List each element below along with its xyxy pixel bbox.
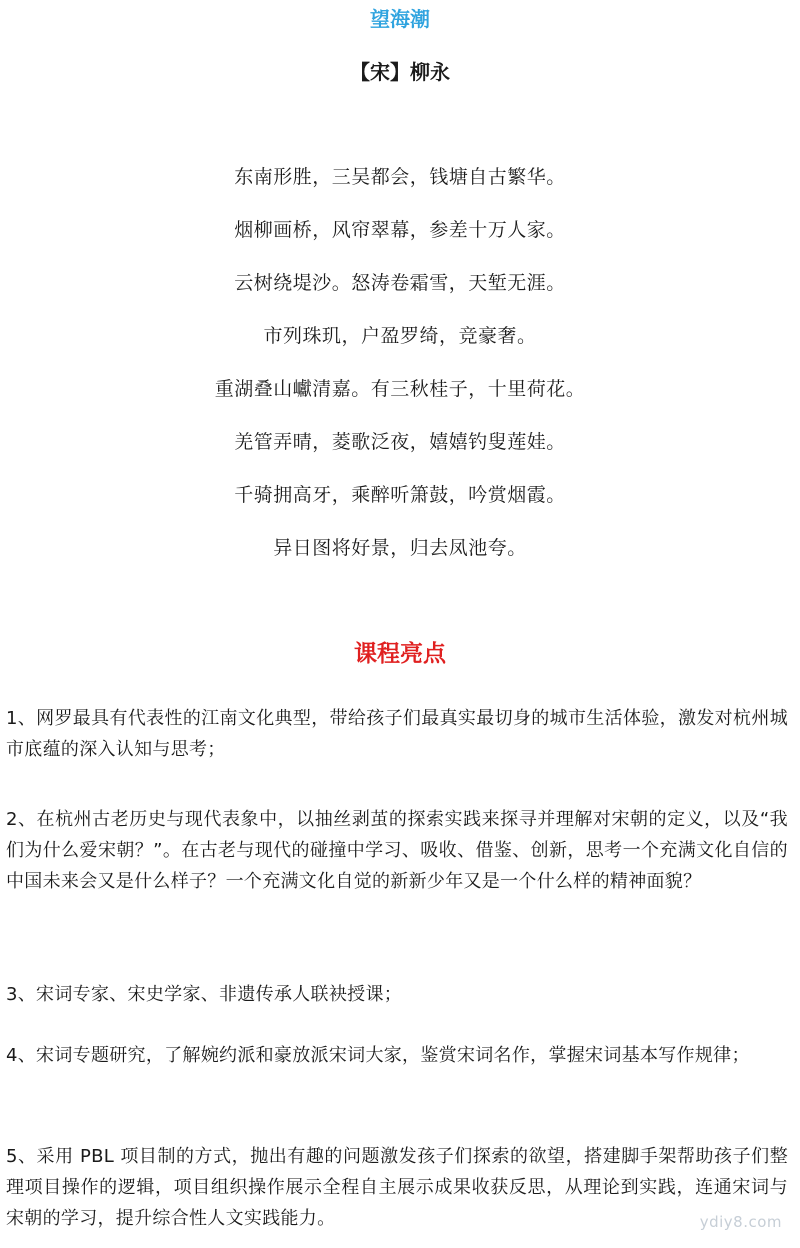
poem-line: 市列珠玑，户盈罗绮，竞豪奢。 — [263, 325, 537, 347]
highlight-item: 1、网罗最具有代表性的江南文化典型，带给孩子们最真实最切身的城市生活体验，激发对杭州城市底蕴的深入认知与思考； — [6, 708, 788, 760]
poem-author: 【宋】柳永 — [350, 60, 450, 84]
highlight-item: 4、宋词专题研究，了解婉约派和豪放派宋词大家，鉴赏宋词名作，掌握宋词基本写作规律； — [6, 1045, 750, 1066]
watermark: ydiy8.com — [699, 1213, 782, 1231]
highlight-item: 3、宋词专家、宋史学家、非遗传承人联袂授课； — [6, 984, 403, 1005]
poem-line: 烟柳画桥，风帘翠幕，参差十万人家。 — [234, 219, 566, 241]
poem-body — [0, 162, 800, 586]
poem-line: 羌管弄晴，菱歌泛夜，嬉嬉钓叟莲娃。 — [234, 431, 566, 453]
poem-line: 异日图将好景，归去凤池夸。 — [273, 537, 527, 559]
poem-line: 东南形胜，三吴都会，钱塘自古繁华。 — [234, 166, 566, 188]
poem-line: 云树绕堤沙。怒涛卷霜雪，天堑无涯。 — [234, 272, 566, 294]
highlight-item: 5、采用 PBL 项目制的方式，抛出有趣的问题激发孩子们探索的欲望，搭建脚手架帮助孩子们整理项目操作的逻辑，项目组织操作展示全程自主展示成果收获反思，从理论到实践，连通宋词与宋朝的学习，提升综合性人文实践能力。 — [6, 1146, 788, 1229]
section-title-course-highlights: 课程亮点 — [354, 641, 446, 667]
poem-line: 重湖叠山巘清嘉。有三秋桂子，十里荷花。 — [214, 378, 586, 400]
highlight-item: 2、在杭州古老历史与现代表象中，以抽丝剥茧的探索实践来探寻并理解对宋朝的定义，以及“我们为什么爱宋朝？”。在古老与现代的碰撞中学习、吸收、借鉴、创新，思考一个充满文化自信的中国未来会又是什么样子？一个充满文化自觉的新新少年又是一个什么样的精神面貌？ — [6, 809, 788, 892]
poem-line: 千骑拥高牙，乘醉听箫鼓，吟赏烟霞。 — [234, 484, 566, 506]
poem-title: 望海潮 — [370, 7, 430, 31]
